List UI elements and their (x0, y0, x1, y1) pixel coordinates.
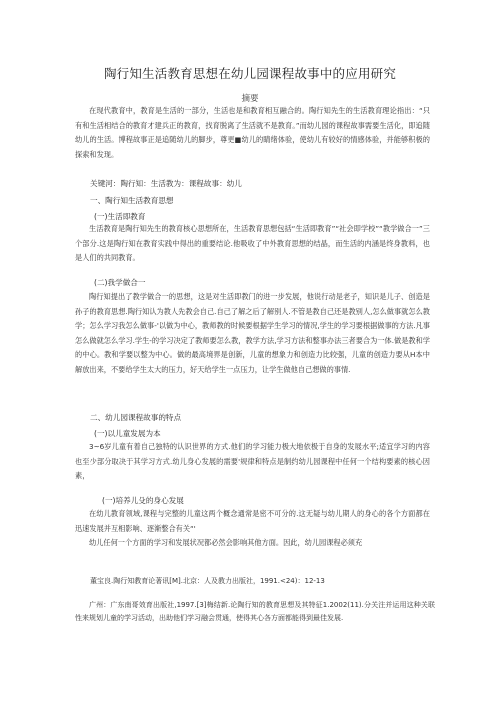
section-heading-2: 二、幼儿园课程故事的特点 (90, 413, 182, 422)
keywords-line: 关键河：陶行知：生活教为：课程故事：幼儿 (90, 179, 242, 188)
abstract-heading: 摘要 (241, 94, 259, 104)
paragraph-1: 生活教育是陶行知先生的教育核心思想所在，生活教育思想包括“生活即教育”“社会即学校”“教学做合一”三个部分.这是陶行知在教育实践中得出的重要结论.他吸收了中外教育思想的结晶，而生活的内涵是终身教料，也是人们的共同教育。 (75, 224, 430, 263)
footnote-reference-2: 广州：广东南哥效育出版社,1997.[3]梅结新.论陶行知的教育思想及其特征1.2002(11).分关注并运用这种关联性来规划儿童的学习活动，出助他们学习融会贯通，使得其心各方面都能得到最佳发展. (75, 601, 435, 622)
paragraph-3: 3~6岁儿童有着自己独特的认识世界的方式.他们的学习能力极大地依极于自身的发屐水平;适宜学习的内容也至少部分取决于其学习方式.幼儿身心发展的需要'规律和特点是制约幼儿园课程中任何一个结构要素的核心因素， (75, 442, 430, 481)
abstract-paragraph: 在现代教育中，教育是生活的一部分，生活也是和教育相互融合的。陶行知先生的生活教育理论指出：“只有和生活相结合的教育才建兵正的教育，找育脱离了生活就不是教育。”而幼儿园的课程故事需要生活化，即追随幼儿的生活。博程故事正是追随幼儿的脚步，尊更■幼儿的睛绪体验，使幼儿有较好的情感体验，并能够积极的探索和发现。 (75, 106, 430, 159)
document-title: 陶行知生活教育思想在幼儿园课程故事中的应用研究 (103, 66, 397, 81)
footnote-reference-1: 董宝良.陶行知教育论著讯[M].北京：人及教力出版社，1991.<24)：12-13 (90, 577, 325, 585)
subsection-heading-2-1: (一)以儿童发展为本 (94, 429, 161, 438)
subsection-heading-1-2: (二)我学做合一 (94, 278, 146, 287)
paragraph-5: 幼儿任何一个方面的学习和发展状况都必然会影响其他方面。因此，幼儿园课程必须充 (89, 538, 363, 547)
paragraph-2: 陶行知提出了教学做合一的思想，这是对生活即教门的进一步发展，他说行动是老子，知识是儿子、创造是孙子的教育思想.陶行知认为教人先教会自己.自己了解之后了解别人.不管是教自己还是教别人,怎么做事就怎么教学；怎么学习我怎么做事-'以做为中心，教师教的时候要根据学生学习的情况,学生的学习要根据做事的方法.凡事怎么做就怎么学习.学生-的学习决定了教师要怎么教，教学方法,学习方法和整事办法三者要合为一体.做是教和学的中心。教和学要以整为中心。做的最高境界是创新，儿童的想象力和创造力比较强，儿童的创造力要从H本中解放出来，不要给学生太大的压力，好天给学生一点压力，让学生做他自己想做的事情. (75, 292, 430, 374)
section-heading-1: 一、陶行知生活教育思想 (90, 196, 174, 205)
paragraph-4: 在幼儿教育领域,课程与完整的儿童这两个概念通常是密不可分的.这无疑与幼儿期人的身心的各个方面都在迅速发展并互相影响、逐渐整合有关“' (75, 509, 430, 533)
subsection-heading-2-2: (一)培养儿殳的身心发展 (102, 496, 184, 505)
subsection-heading-1-1: (一)生活即教育 (94, 212, 146, 221)
